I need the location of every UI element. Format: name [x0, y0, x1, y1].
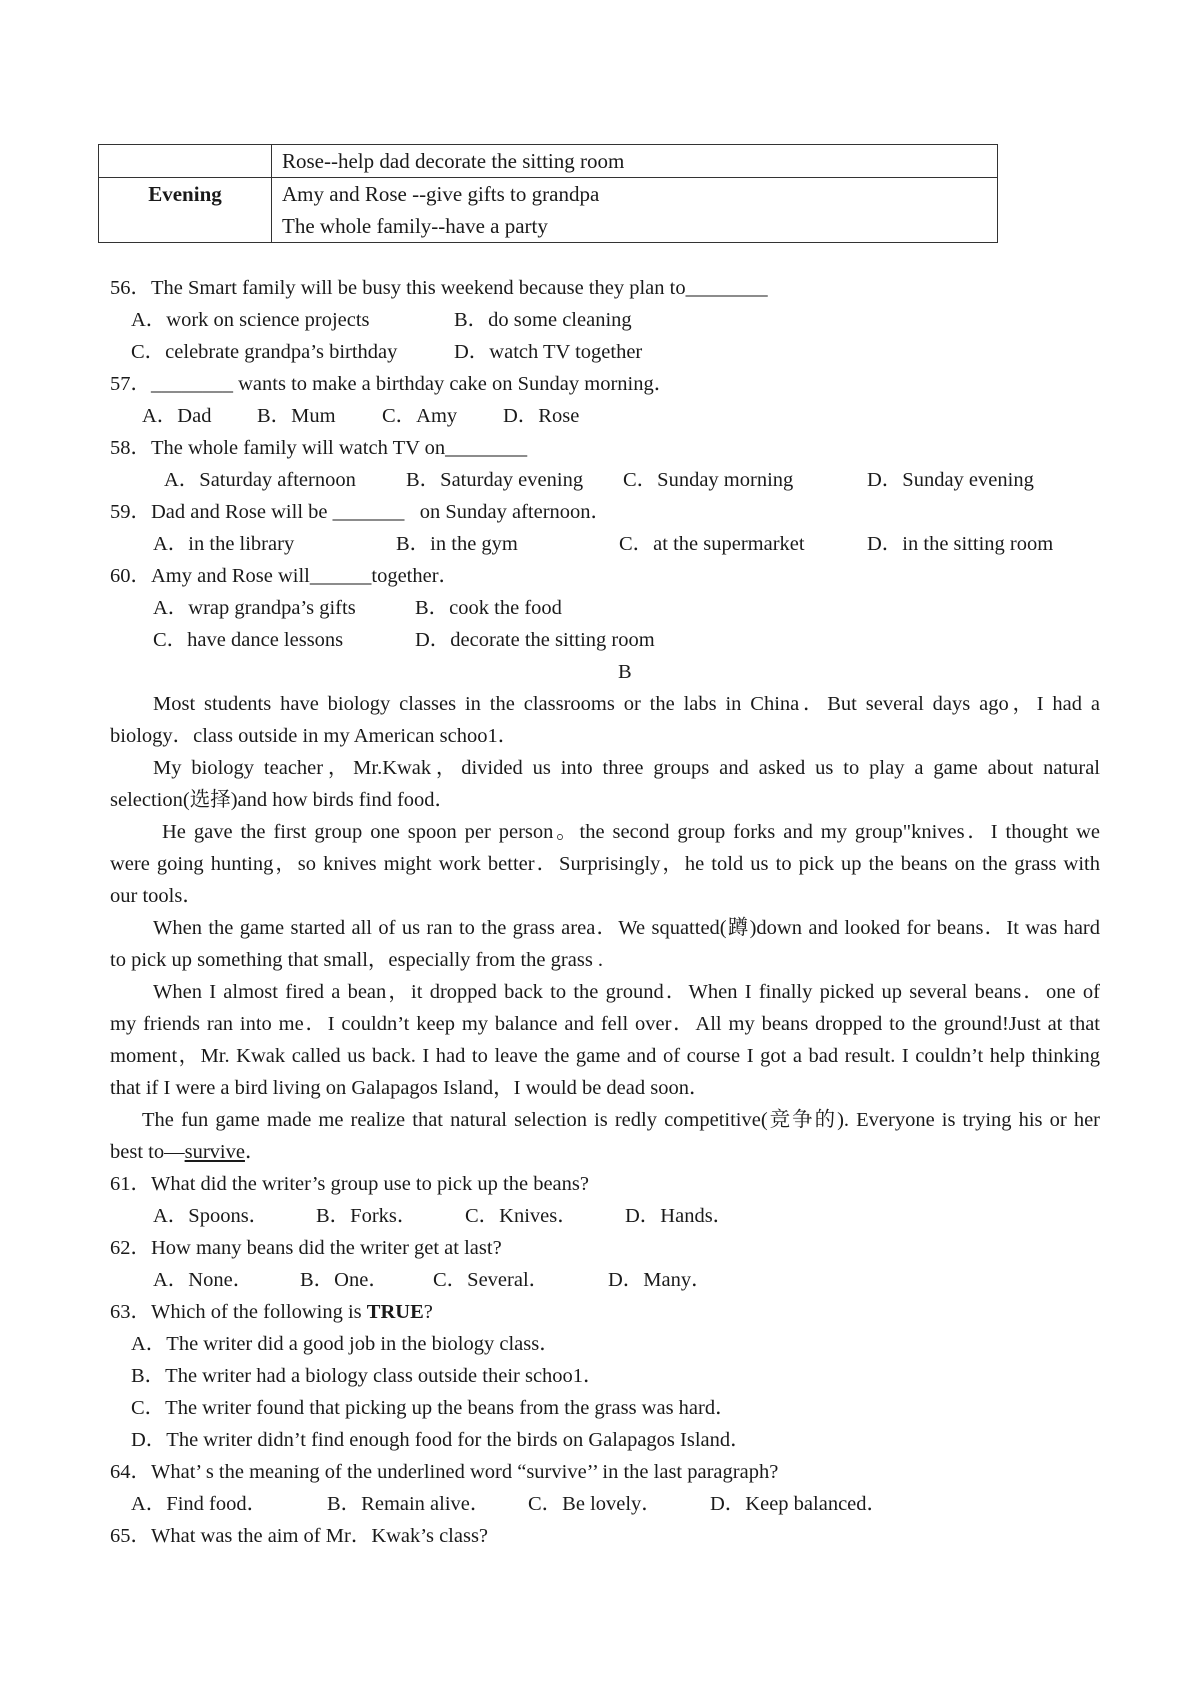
schedule-table: [98, 144, 998, 243]
answer-blank: ________: [445, 437, 528, 459]
option-b: B．Forks．: [316, 1205, 418, 1227]
schedule-label-evening: [99, 178, 272, 243]
question-65-stem: 65．What was the aim of Mr．Kwak’s class?: [110, 1525, 489, 1547]
underlined-word: survive: [184, 1141, 245, 1163]
passage-line: our tools．: [110, 885, 203, 907]
passage-text: ．: [244, 1141, 266, 1163]
question-61-options: [0, 1200, 1200, 1232]
question-60-options-row2: [0, 624, 1200, 656]
question-64-stem: 64．What’ s the meaning of the underlined word “survive’’ in the last paragraph?: [110, 1461, 779, 1483]
option-b: B．Remain alive．: [327, 1493, 491, 1515]
passage-line: He gave the first group one spoon per person。the second group forks and my group"knives．I thought we: [162, 821, 1100, 843]
question-64-options: [0, 1488, 1200, 1520]
question-number: 57．: [110, 373, 151, 395]
question-57-options: [0, 400, 1200, 432]
option-a: A．The writer did a good job in the biology class．: [131, 1333, 560, 1355]
schedule-label-text: Evening: [148, 182, 222, 206]
question-62-stem: 62．How many beans did the writer get at last?: [110, 1237, 502, 1259]
passage-line: My biology teacher，Mr.Kwak，divided us into three groups and asked us to play a game about natural: [153, 757, 1100, 779]
schedule-activity: Rose--help dad decorate the sitting room: [282, 149, 625, 173]
passage-line: The fun game made me realize that natural selection is redly competitive(竞争的). Everyone is trying his or her: [142, 1109, 1100, 1131]
option-d: D．Sunday evening: [867, 469, 1034, 491]
option-c: C．The writer found that picking up the beans from the grass was hard．: [131, 1397, 736, 1419]
question-62-options: [0, 1264, 1200, 1296]
question-59-options: [0, 528, 1200, 560]
question-text: 63．Which of the following is: [110, 1301, 367, 1323]
answer-blank: ______: [309, 565, 372, 587]
option-a: A．wrap grandpa’s gifts: [153, 597, 356, 619]
option-a: A．Saturday afternoon: [164, 469, 356, 491]
option-d: D．Hands．: [625, 1205, 734, 1227]
option-c: C．celebrate grandpa’s birthday: [131, 341, 398, 363]
schedule-label-empty: [99, 145, 272, 178]
option-c: C．Knives．: [465, 1205, 578, 1227]
schedule-activity-cell: [272, 178, 998, 243]
option-d: D．in the sitting room: [867, 533, 1054, 555]
option-d: D．Keep balanced．: [710, 1493, 888, 1515]
question-56-options-row2: [0, 336, 1200, 368]
answer-blank: ________: [685, 277, 768, 299]
passage-text: best to—: [110, 1141, 185, 1163]
option-a: A．in the library: [153, 533, 295, 555]
question-text-tail: together．: [371, 565, 460, 587]
question-63-stem: [110, 1296, 433, 1328]
section-heading: B: [618, 661, 632, 683]
question-56-options-row1: [0, 304, 1200, 336]
option-b: B．The writer had a biology class outside their schoo1．: [131, 1365, 604, 1387]
question-59-stem: [110, 496, 611, 528]
option-b: B．Saturday evening: [406, 469, 584, 491]
passage-line: selection(选择)and how birds find food．: [110, 789, 456, 811]
option-b: B．do some cleaning: [454, 309, 632, 331]
option-c: C．Several．: [433, 1269, 550, 1291]
passage-line: [110, 1136, 265, 1168]
option-a: A．Find food．: [131, 1493, 268, 1515]
option-b: B．cook the food: [415, 597, 562, 619]
question-text: 58．The whole family will watch TV on: [110, 437, 446, 459]
answer-blank: _______: [332, 501, 405, 523]
schedule-activity: The whole family--have a party: [282, 214, 548, 238]
schedule-activity: Amy and Rose --give gifts to grandpa: [282, 182, 600, 206]
passage-line: When I almost fired a bean，it dropped back to the ground．When I finally picked up several beans．one of: [153, 981, 1100, 1003]
option-d: D．watch TV together: [454, 341, 643, 363]
answer-blank: ________: [151, 373, 233, 395]
passage-line: that if I were a bird living on Galapagos Island，I would be dead soon．: [110, 1077, 710, 1099]
question-61-stem: 61．What did the writer’s group use to pick up the beans?: [110, 1173, 589, 1195]
option-d: D．Rose: [503, 405, 580, 427]
question-57-stem: [110, 368, 674, 400]
passage-line: my friends ran into me．I couldn’t keep my balance and fell over．All my beans dropped to the ground!Just at that: [110, 1013, 1100, 1035]
option-c: C．Be lovely．: [528, 1493, 662, 1515]
option-a: A．work on science projects: [131, 309, 370, 331]
question-58-stem: [110, 432, 527, 464]
option-b: B．in the gym: [396, 533, 518, 555]
passage-line: When the game started all of us ran to the grass area．We squatted(蹲)down and looked for beans．It was hard: [153, 917, 1100, 939]
option-c: C．have dance lessons: [153, 629, 344, 651]
option-d: D．Many．: [608, 1269, 712, 1291]
question-text: 59．Dad and Rose will be: [110, 501, 333, 523]
option-a: A．None．: [153, 1269, 254, 1291]
question-text: wants to make a birthday cake on Sunday morning．: [233, 373, 675, 395]
option-a: A．Spoons．: [153, 1205, 270, 1227]
option-d: D．The writer didn’t find enough food for the birds on Galapagos Island．: [131, 1429, 751, 1451]
passage-line: were going hunting，so knives might work better．Surprisingly，he told us to pick up the beans on the grass with: [110, 853, 1100, 875]
question-text-tail: on Sunday afternoon．: [404, 501, 612, 523]
emphasis-word: TRUE: [366, 1301, 424, 1323]
schedule-row: [99, 145, 998, 178]
option-c: C．Sunday morning: [623, 469, 794, 491]
option-a: A．Dad: [142, 405, 212, 427]
option-b: B．One．: [300, 1269, 389, 1291]
schedule-activity-cell: [272, 145, 998, 178]
question-56-stem: [110, 272, 768, 304]
option-b: B．Mum: [257, 405, 336, 427]
question-58-options: [0, 464, 1200, 496]
passage-line: to pick up something that small，especially from the grass .: [110, 949, 604, 971]
passage-line: Most students have biology classes in the classrooms or the labs in China．But several days ago，I had a: [153, 693, 1100, 715]
question-text-end: ?: [423, 1301, 433, 1323]
question-text: 60．Amy and Rose will: [110, 565, 310, 587]
passage-line: moment，Mr. Kwak called us back. I had to leave the game and of course I got a bad result. I couldn’t help thinking: [110, 1045, 1100, 1067]
passage-line: biology．class outside in my American schoo1．: [110, 725, 519, 747]
option-c: C．Amy: [382, 405, 458, 427]
question-60-stem: [110, 560, 459, 592]
schedule-row: [99, 178, 998, 243]
option-d: D．decorate the sitting room: [415, 629, 655, 651]
question-60-options-row1: [0, 592, 1200, 624]
option-c: C．at the supermarket: [619, 533, 805, 555]
question-text: 56．The Smart family will be busy this weekend because they plan to: [110, 277, 686, 299]
